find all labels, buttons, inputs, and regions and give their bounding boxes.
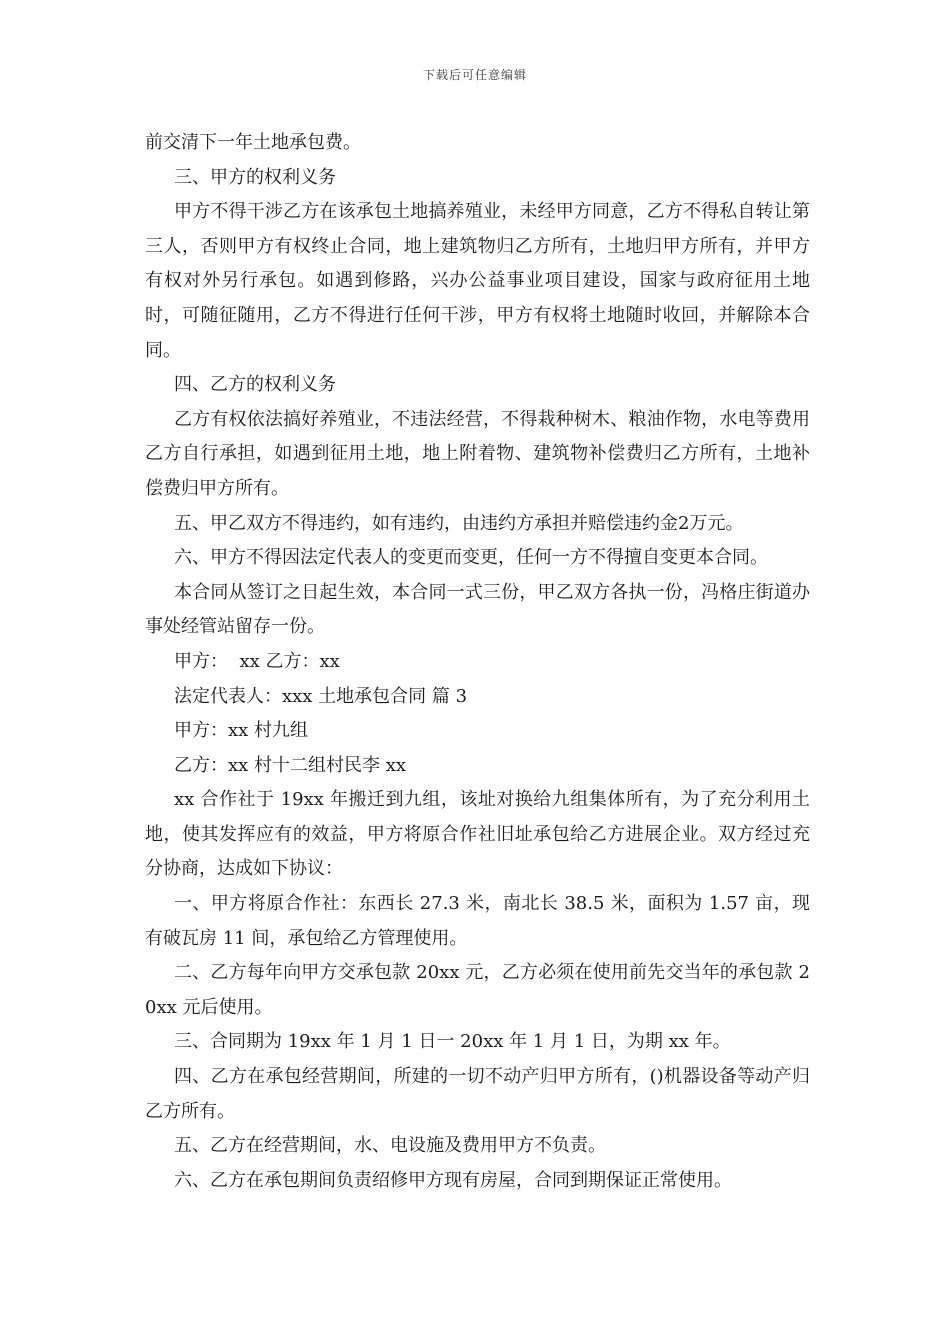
party-b-line: 乙方：xx 村十二组村民李 xx	[174, 754, 407, 776]
clause: 六、乙方在承包期间负责绍修甲方现有房屋，合同到期保证正常使用。	[174, 1169, 732, 1191]
document-body	[145, 126, 810, 1198]
paragraph: 五、甲乙双方不得违约，如有违约，由违约方承担并赔偿违约金2万元。	[174, 512, 744, 534]
page-header: 下载后可任意编辑	[422, 68, 527, 82]
clause: 四、乙方在承包经营期间，所建的一切不动产归甲方所有，()机器设备等动产归乙方所有。	[145, 1066, 810, 1122]
paragraph: xx 合作社于 19xx 年搬迁到九组，该址对换给九组集体所有，为了充分利用土地，使其发挥应有的效益，甲方将原合作社旧址承包给乙方进展企业。双方经过充分协商，达成如下协议：	[145, 789, 810, 880]
clause: 二、乙方每年向甲方交承包款 20xx 元，乙方必须在使用前先交当年的承包款 20xx 元后使用。	[145, 962, 810, 1018]
clause: 五、乙方在经营期间，水、电设施及费用甲方不负责。	[174, 1135, 606, 1157]
representative-line: 法定代表人：xxx 土地承包合同 篇 3	[174, 685, 468, 707]
paragraph: 本合同从签订之日起生效，本合同一式三份，甲乙双方各执一份，冯格庄街道办事处经管站留存一份。	[145, 581, 810, 638]
section-heading: 三、甲方的权利义务	[174, 166, 336, 188]
section-heading: 四、乙方的权利义务	[174, 374, 336, 396]
paragraph: 前交清下一年土地承包费。	[145, 132, 361, 153]
party-a-line: 甲方：xx 村九组	[174, 720, 309, 742]
paragraph: 甲方不得干涉乙方在该承包土地搞养殖业，未经甲方同意，乙方不得私自转让第三人，否则甲方有权终止合同，地上建筑物归乙方所有，土地归甲方所有，并甲方有权对外另行承包。如遇到修路，兴办公益事业项目建设，国家与政府征用土地时，可随征随用，乙方不得进行任何干涉，甲方有权将土地随时收回，并解除本合同。	[145, 201, 810, 361]
paragraph: 乙方有权依法搞好养殖业，不违法经营，不得栽种树木、粮油作物，水电等费用乙方自行承担，如遇到征用土地，地上附着物、建筑物补偿费归乙方所有，土地补偿费归甲方所有。	[145, 408, 810, 499]
clause: 三、合同期为 19xx 年 1 月 1 日一 20xx 年 1 月 1 日，为期 xx 年。	[174, 1031, 731, 1053]
party-line: 甲方： xx 乙方：xx	[174, 650, 340, 672]
paragraph: 六、甲方不得因法定代表人的变更而变更，任何一方不得擅自变更本合同。	[174, 547, 768, 569]
clause: 一、甲方将原合作社：东西长 27.3 米，南北长 38.5 米，面积为 1.57 亩，现有破瓦房 11 间，承包给乙方管理使用。	[145, 893, 810, 949]
